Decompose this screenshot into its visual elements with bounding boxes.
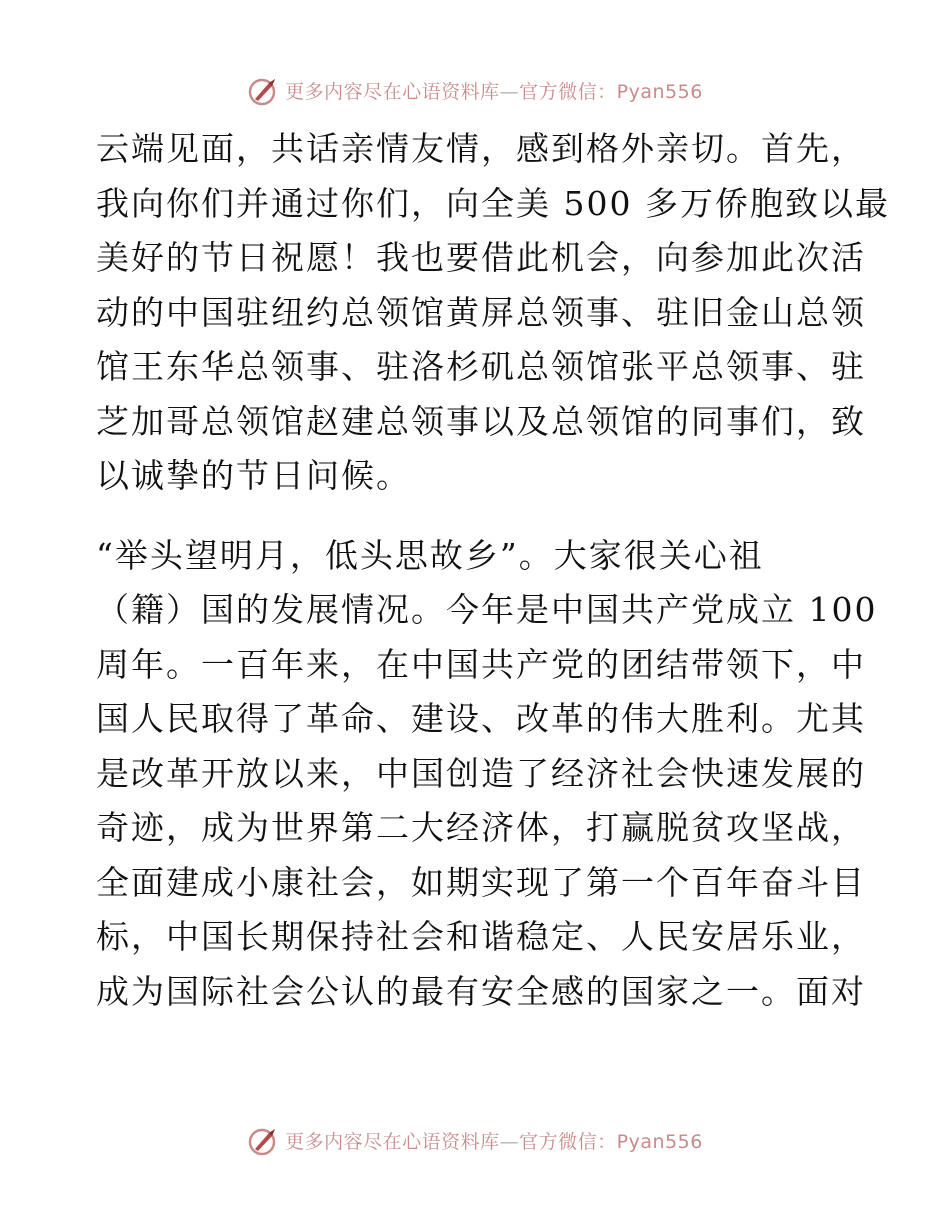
text-line: 美好的节日祝愿！我也要借此机会，向参加此次活 <box>96 238 866 277</box>
text-line: “举头望明月，低头思故乡”。大家很关心祖 <box>96 535 764 575</box>
banner-title: 更多内容尽在心语资料库 <box>285 1130 500 1153</box>
text-line: 国人民取得了革命、建设、改革的伟大胜利。尤其 <box>96 699 866 738</box>
paragraph-1 <box>96 122 890 504</box>
text-line: 我向你们并通过你们，向全美 500 多万侨胞致以最 <box>96 183 890 223</box>
banner-wechat: 官方微信：Pyan556 <box>519 80 703 103</box>
document-body <box>96 122 890 1019</box>
banner-separator: — <box>499 1130 520 1153</box>
footer-banner <box>0 1120 950 1160</box>
text-line: 动的中国驻纽约总领馆黄屏总领事、驻旧金山总领 <box>96 292 866 332</box>
banner-title: 更多内容尽在心语资料库 <box>285 80 500 103</box>
banner-wechat: 官方微信：Pyan556 <box>519 1130 703 1153</box>
banner-separator: — <box>499 80 520 103</box>
text-line: （籍）国的发展情况。今年是中国共产党成立 100 <box>96 590 878 629</box>
text-line: 标，中国长期保持社会和谐稳定、人民安居乐业， <box>96 917 866 956</box>
text-line: 云端见面，共话亲情友情，感到格外亲切。首先， <box>96 129 866 168</box>
pen-nib-logo-icon <box>247 1123 281 1157</box>
text-line: 奇迹，成为世界第二大经济体，打赢脱贫攻坚战， <box>96 808 866 847</box>
text-line: 芝加哥总领馆赵建总领事以及总领馆的同事们，致 <box>96 401 866 441</box>
text-line: 全面建成小康社会，如期实现了第一个百年奋斗目 <box>96 862 866 902</box>
text-line: 周年。一百年来，在中国共产党的团结带领下，中 <box>96 644 866 684</box>
text-line: 馆王东华总领事、驻洛杉矶总领馆张平总领事、驻 <box>96 347 866 386</box>
header-banner <box>0 70 950 110</box>
pen-nib-logo-icon <box>247 73 281 107</box>
text-line: 是改革开放以来，中国创造了经济社会快速发展的 <box>96 753 866 793</box>
paragraph-2 <box>96 529 878 1020</box>
text-line: 以诚挚的节日问候。 <box>96 456 411 495</box>
text-line: 成为国际社会公认的最有安全感的国家之一。面对 <box>96 971 866 1011</box>
